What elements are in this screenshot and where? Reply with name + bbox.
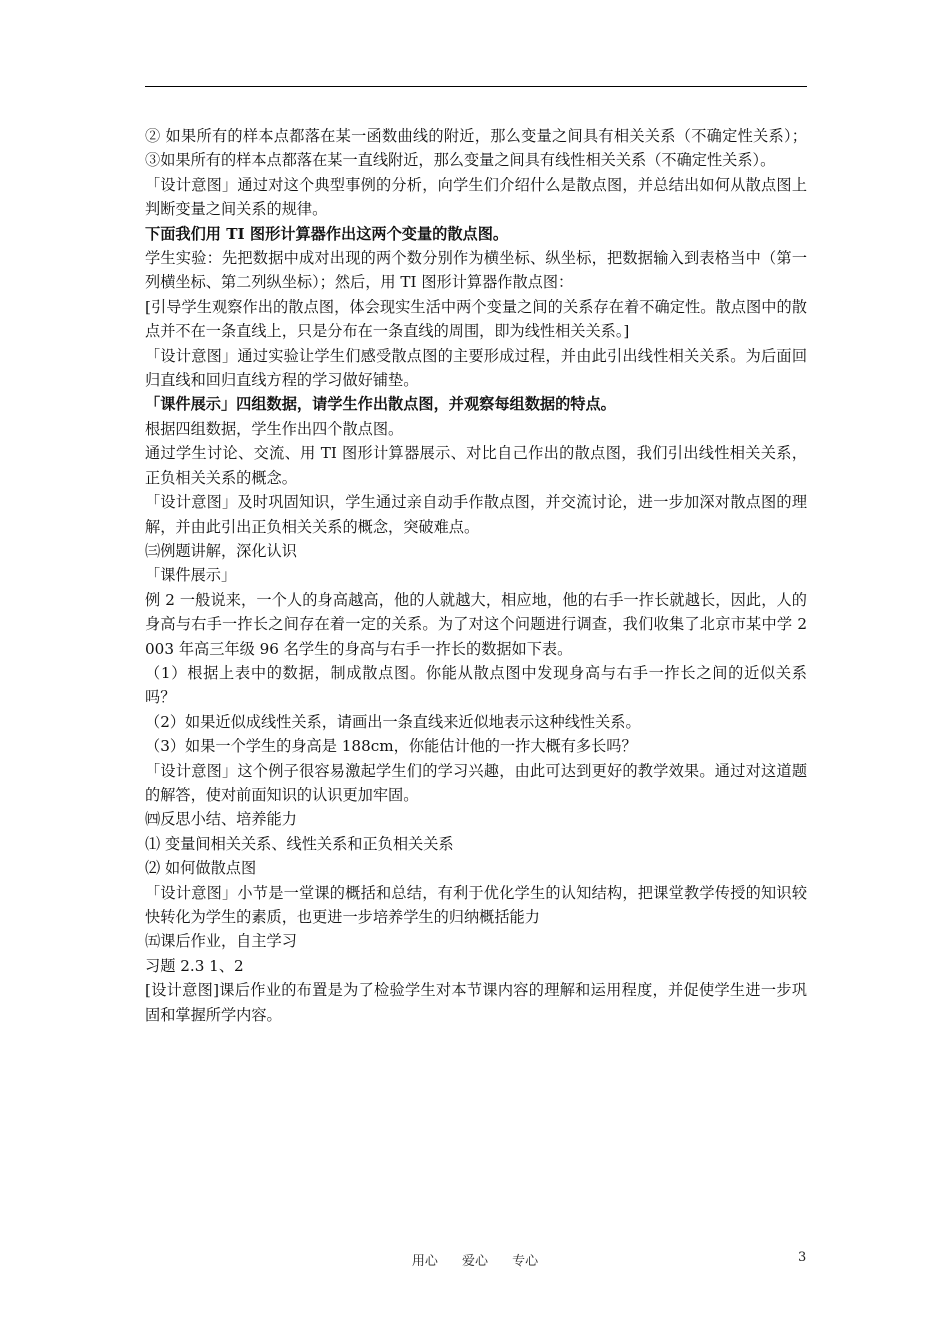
paragraph: [引导学生观察作出的散点图，体会现实生活中两个变量之间的关系存在着不确定性。散点图中的散点并不在一条直线上，只是分布在一条直线的周围，即为线性相关关系。] [145, 297, 807, 341]
paragraph: ㈤课后作业，自主学习 [145, 932, 297, 951]
paragraph: 「设计意图」及时巩固知识，学生通过亲自动手作散点图，并交流讨论，进一步加深对散点图的理解，并由此引出正负相关关系的概念，突破难点。 [145, 493, 807, 536]
paragraph: ⑴ 变量间相关关系、线性关系和正负相关关系 [145, 834, 454, 853]
paragraph: 「设计意图」通过对这个典型事例的分析，向学生们介绍什么是散点图，并总结出如何从散点图上判断变量之间关系的规律。 [145, 175, 807, 219]
footer-item: 专心 [512, 1254, 539, 1269]
paragraph: ㈣反思小结、培养能力 [145, 810, 297, 829]
footer-slogan [0, 1250, 950, 1269]
paragraph: 「设计意图」通过实验让学生们感受散点图的主要形成过程，并由此引出线性相关关系。为后面回归直线和回归直线方程的学习做好铺垫。 [145, 346, 807, 390]
paragraph: 「课件展示」 [145, 566, 237, 585]
footer-item: 爱心 [461, 1254, 488, 1269]
paragraph: 根据四组数据，学生作出四个散点图。 [145, 419, 404, 438]
footer-item: 用心 [411, 1254, 438, 1269]
paragraph: 「设计意图」小节是一堂课的概括和总结，有利于优化学生的认知结构，把课堂教学传授的知识较快转化为学生的素质，也更进一步培养学生的归纳概括能力 [145, 883, 807, 926]
header-rule [145, 86, 807, 87]
paragraph: 下面我们用 TI 图形计算器作出这两个变量的散点图。 [145, 224, 509, 243]
paragraph: （2）如果近似成线性关系，请画出一条直线来近似地表示这种线性关系。 [145, 712, 641, 731]
paragraph: 例 2 一般说来，一个人的身高越高，他的人就越大，相应地，他的右手一拃长就越长，因此，人的身高与右手一拃长之间存在着一定的关系。为了对这个问题进行调查，我们收集了北京市某中学 2003 年高三年级 96 名学生的身高与右手一拃长的数据如下表。 [145, 590, 807, 658]
paragraph: ㈢例题讲解，深化认识 [145, 541, 297, 560]
document-body [145, 124, 807, 1027]
paragraph: 「设计意图」这个例子很容易激起学生们的学习兴趣，由此可达到更好的教学效果。通过对这道题的解答，使对前面知识的认识更加牢固。 [145, 761, 807, 804]
paragraph: ⑵ 如何做散点图 [145, 859, 257, 878]
page-number: 3 [798, 1250, 807, 1265]
paragraph: 习题 2.3 1、2 [145, 956, 244, 975]
paragraph: 通过学生讨论、交流、用 TI 图形计算器展示、对比自己作出的散点图，我们引出线性相关关系，正负相关关系的概念。 [145, 444, 807, 487]
paragraph: ② 如果所有的样本点都落在某一函数曲线的附近，那么变量之间具有相关关系（不确定性关系）；③如果所有的样本点都落在某一直线附近，那么变量之间具有线性相关关系（不确定性关系）。 [145, 127, 807, 170]
paragraph: （1）根据上表中的数据，制成散点图。你能从散点图中发现身高与右手一拃长之间的近似关系吗？ [145, 663, 807, 707]
paragraph: （3）如果一个学生的身高是 188cm，你能估计他的一拃大概有多长吗？ [145, 737, 637, 756]
paragraph: 学生实验：先把数据中成对出现的两个数分别作为横坐标、纵坐标，把数据输入到表格当中（第一列横坐标、第二列纵坐标）；然后，用 TI 图形计算器作散点图： [145, 249, 807, 292]
paragraph: 「课件展示」四组数据，请学生作出散点图，并观察每组数据的特点。 [145, 395, 616, 414]
paragraph: [设计意图]课后作业的布置是为了检验学生对本节课内容的理解和运用程度，并促使学生进一步巩固和掌握所学内容。 [145, 981, 807, 1024]
